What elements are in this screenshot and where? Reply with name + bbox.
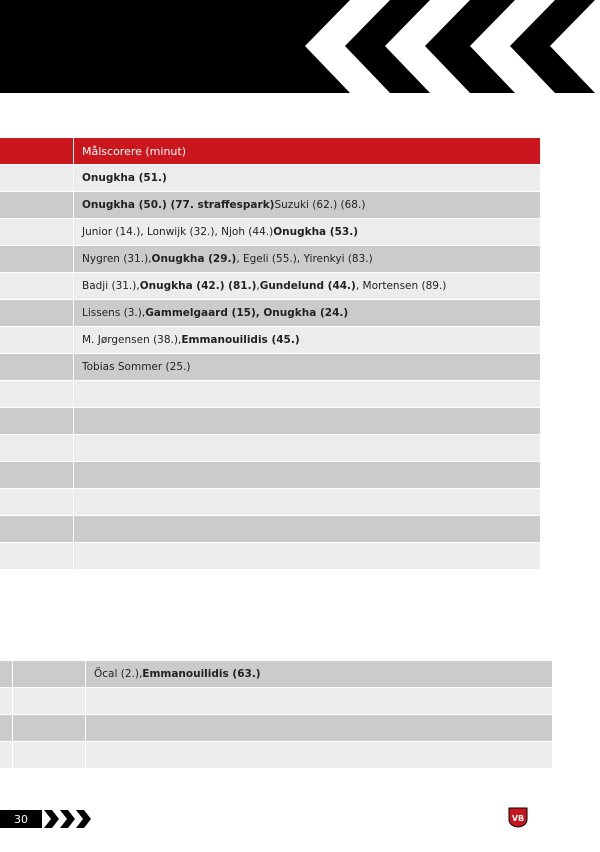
scorers-cell: [74, 516, 540, 542]
scorer-text: M. Jørgensen (38.),: [82, 334, 182, 346]
table-row: [0, 219, 540, 245]
scorers-cell: [74, 543, 540, 569]
chevron-icon: [470, 0, 555, 93]
scorers-cell: [74, 354, 540, 380]
table-cell-empty: [0, 742, 12, 768]
scorer-text: Junior (14.), Lonwijk (32.), Njoh (44.): [82, 226, 274, 238]
scorer-text: Tobias Sommer (25.): [82, 361, 191, 373]
scorers-cell: [74, 462, 540, 488]
scorer-text: Suzuki (62.) (68.): [274, 199, 366, 211]
table-row: [0, 742, 552, 768]
table-row: [0, 661, 552, 687]
scorer-highlight: Onugkha (53.): [273, 226, 358, 238]
table-cell-empty: [0, 661, 12, 687]
table-header-row: [0, 138, 540, 164]
scorers-cell: [74, 165, 540, 191]
table-cell-empty: [0, 165, 73, 191]
header-band: [0, 0, 600, 93]
scorers-cell: [86, 661, 552, 687]
scorers-cell: [86, 688, 552, 714]
table-row: [0, 165, 540, 191]
scorer-highlight: Onugkha (42.) (81.): [139, 280, 257, 292]
table-cell-empty: [0, 462, 73, 488]
table-cell-empty: [0, 300, 73, 326]
table-cell-empty: [0, 273, 73, 299]
chevron-icon: [550, 0, 600, 93]
table-header-scorers: Målscorere (minut): [74, 138, 540, 164]
scorers-cell: [74, 489, 540, 515]
table-row: [0, 715, 552, 741]
scorer-highlight: Emmanouilidis (45.): [181, 334, 300, 346]
table-cell-empty: [0, 327, 73, 353]
scorers-cell: [74, 381, 540, 407]
table-row: [0, 489, 540, 515]
scorer-text: Öcal (2.),: [94, 668, 143, 680]
table-row: [0, 408, 540, 434]
chevron-icon: [385, 0, 470, 93]
table-cell-empty: [0, 192, 73, 218]
table-row: [0, 246, 540, 272]
table-row: [0, 327, 540, 353]
table-cell-empty: [13, 715, 85, 741]
scorer-text: , Egeli (55.), Yirenkyi (83.): [236, 253, 373, 265]
chevron-decoration: [0, 0, 600, 93]
scorers-cell: [74, 327, 540, 353]
table-row: [0, 543, 540, 569]
scorers-table-2: [0, 661, 552, 769]
scorer-highlight: Onugkha (50.) (77. straffespark): [82, 199, 275, 211]
table-cell-empty: [0, 715, 12, 741]
scorers-cell: [74, 300, 540, 326]
scorers-cell: [86, 715, 552, 741]
scorers-cell: [74, 273, 540, 299]
scorer-text: ,: [256, 280, 260, 292]
scorers-cell: [86, 742, 552, 768]
scorer-text: Lissens (3.),: [82, 307, 146, 319]
table-row: [0, 516, 540, 542]
table-cell-empty: [0, 408, 73, 434]
table-header-cell-empty: [0, 138, 73, 164]
scorer-highlight: Emmanouilidis (63.): [142, 668, 261, 680]
footer-chevrons-icon: [42, 810, 98, 828]
table-row: [0, 273, 540, 299]
table-row: [0, 435, 540, 461]
scorer-text: , Mortensen (89.): [355, 280, 447, 292]
table-cell-empty: [13, 688, 85, 714]
table-cell-empty: [0, 516, 73, 542]
table-cell-empty: [13, 742, 85, 768]
table-row: [0, 688, 552, 714]
scorer-text: Nygren (31.),: [82, 253, 152, 265]
table-cell-empty: [0, 688, 12, 714]
scorer-highlight: Onugkha (51.): [82, 172, 167, 184]
table-cell-empty: [0, 489, 73, 515]
table-cell-empty: [0, 354, 73, 380]
scorers-cell: [74, 219, 540, 245]
table-row: [0, 192, 540, 218]
club-logo-icon: [507, 806, 529, 828]
page-number: 30: [0, 810, 42, 828]
table-cell-empty: [0, 435, 73, 461]
table-cell-empty: [0, 246, 73, 272]
table-row: [0, 354, 540, 380]
scorer-text: Badji (31.),: [82, 280, 140, 292]
scorer-highlight: Onugkha (29.): [151, 253, 237, 265]
chevron-icon: [305, 0, 390, 93]
scorers-table: [0, 138, 540, 570]
table-cell-empty: [13, 661, 85, 687]
scorers-cell: [74, 408, 540, 434]
table-cell-empty: [0, 219, 73, 245]
svg-text:VB: VB: [511, 814, 525, 823]
scorers-cell: [74, 192, 540, 218]
scorer-highlight: Gundelund (44.): [259, 280, 356, 292]
table-row: [0, 300, 540, 326]
table-cell-empty: [0, 543, 73, 569]
table-cell-empty: [0, 381, 73, 407]
table-row: [0, 462, 540, 488]
scorers-cell: [74, 435, 540, 461]
table-row: [0, 381, 540, 407]
scorer-highlight: Gammelgaard (15), Onugkha (24.): [145, 307, 349, 319]
scorers-cell: [74, 246, 540, 272]
